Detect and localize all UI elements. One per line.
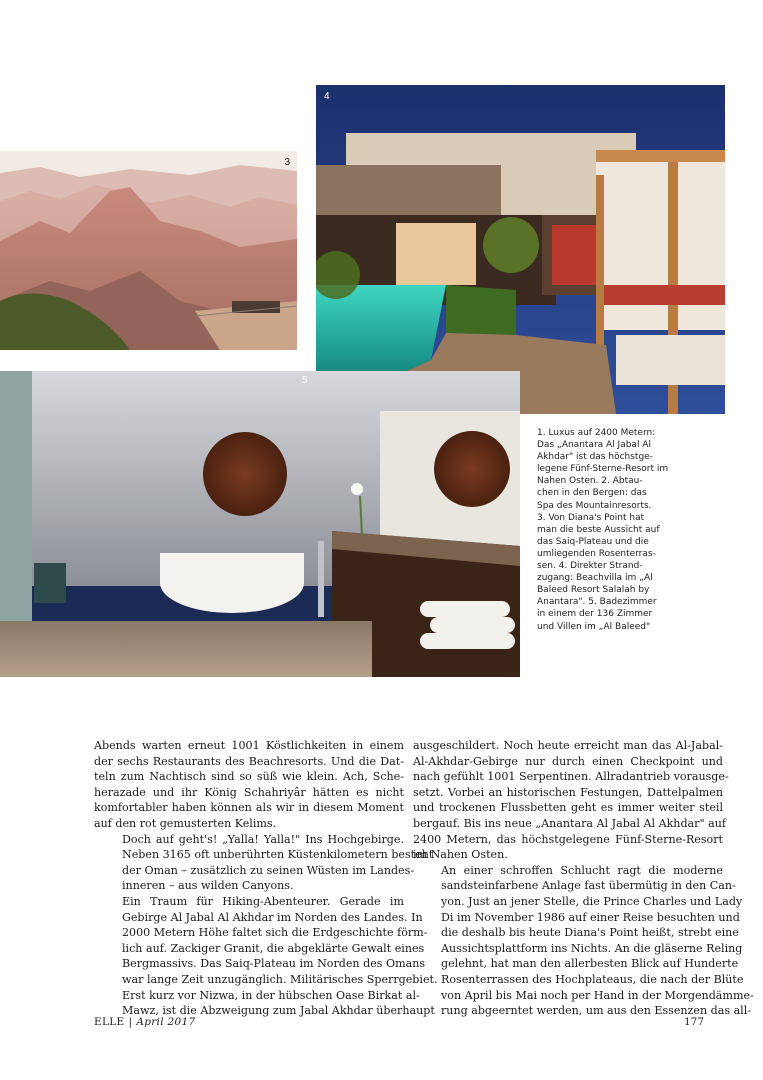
article-line: Abends warten erneut 1001 Köstlichkeiten in einem: [94, 739, 404, 752]
caption-line: umliegenden Rosenterras-: [537, 548, 656, 559]
caption-line: chen in den Bergen: das: [537, 488, 647, 499]
article-line: Bergmassivs. Das Saiq-Plateau im Norden des Omans: [122, 957, 426, 971]
photo-mountains-diana-point: [0, 151, 297, 350]
article-line: sandsteinfarbene Anlage fast übermütig in den Can-: [441, 879, 736, 893]
article-line: Erst kurz vor Nizwa, in der hübschen Oase Birkat al-: [122, 988, 420, 1002]
article-line: Di im November 1986 auf einer Reise besuchten und: [441, 910, 740, 924]
article-line: Al-Akhdar-Gebirge nur durch einen Checkpoint und: [413, 754, 723, 768]
article-line: bergauf. Bis ins neue „Anantara Al Jabal Al Akhdar" auf: [413, 816, 726, 830]
article-line: nach gefühlt 1001 Serpentinen. Allradantrieb vorausge-: [413, 770, 729, 784]
article-line: von April bis Mai noch per Hand in der Morgendämme-: [441, 988, 754, 1002]
article-line: lich auf. Zackiger Granit, die abgeklärte Gewalt eines: [122, 941, 425, 955]
article-line: 2400 Metern, das höchstgelegene Fünf-Sterne-Resort: [413, 832, 723, 846]
article-line: yon. Just an jener Stelle, die Prince Charles und Lady: [441, 894, 743, 908]
article-line: komfortabler haben können als wir in diesem Moment: [94, 801, 404, 815]
issue-date: April 2017: [136, 1016, 196, 1028]
article-line: Neben 3165 oft unberührten Küstenkilometern besteht: [122, 848, 434, 862]
article-paragraph: [94, 832, 434, 894]
article-line: Mawz, ist die Abzweigung zum Jabal Akhdar überhaupt: [122, 1004, 435, 1018]
page-number: 177: [684, 1016, 705, 1028]
photo-beach-villa-al-baleed: [316, 85, 725, 414]
article-line: ausgeschildert. Noch heute erreicht man das Al-Jabal-: [413, 739, 723, 752]
caption-line: zugang: Beachvilla im „Al: [537, 573, 653, 584]
article-line: inneren – aus wilden Canyons.: [122, 879, 294, 893]
caption-line: und Villen im „Al Baleed": [537, 621, 651, 632]
caption-line: Anantara". 5. Badezimmer: [537, 597, 657, 608]
article-column-left: [94, 738, 438, 1019]
caption-line: Nahen Osten. 2. Abtau-: [537, 476, 643, 487]
photo-captions: [537, 427, 733, 633]
bathroom-illustration: [0, 371, 520, 677]
caption-line: Baleed Resort Salalah by: [537, 585, 650, 596]
article-line: teln zum Nachtisch sind so süß wie klein. Ach, Sche-: [94, 770, 404, 784]
article-line: der Oman – zusätzlich zu seinen Wüsten im Landes-: [122, 863, 415, 877]
article-paragraph: [413, 738, 729, 863]
article-line: Gebirge Al Jabal Al Akhdar im Norden des Landes. In: [122, 910, 423, 924]
article-line: Rosenterrassen des Hochplateaus, die nach der Blüte: [441, 972, 744, 986]
article-line: Aussichtsplattform ins Nichts. An die gläserne Reling: [441, 941, 743, 955]
mountains-illustration: [0, 151, 297, 350]
caption-line: Das „Anantara Al Jabal Al: [537, 440, 651, 451]
caption-line: sen. 4. Direkter Strand-: [537, 561, 643, 572]
caption-line: Spa des Mountainresorts.: [537, 500, 652, 511]
article-line: herazade und ihr König Schahriyâr hätten es nicht: [94, 785, 404, 799]
article-line: setzt. Vorbei an historischen Festungen, Dattelpalmen: [413, 785, 723, 799]
caption-line: das Saiq-Plateau und die: [537, 536, 649, 547]
article-line: die deshalb bis heute Diana's Point heißt, strebt eine: [441, 926, 739, 940]
magazine-name: ELLE: [94, 1016, 125, 1028]
article-paragraph: [94, 738, 404, 832]
caption-line: legene Fünf-Sterne-Resort im: [537, 464, 669, 475]
article-line: Ein Traum für Hiking-Abenteurer. Gerade im: [122, 894, 404, 908]
footer-folio: [94, 1016, 195, 1028]
article-line: und trockenen Flussbetten geht es immer weiter steil: [413, 801, 723, 815]
caption-line: man die beste Aussicht auf: [537, 524, 660, 535]
villa-illustration: [316, 85, 725, 414]
article-line: An einer schroffen Schlucht ragt die moderne: [441, 863, 723, 877]
caption-line: in einem der 136 Zimmer: [537, 609, 653, 620]
article-line: 2000 Metern Höhe faltet sich die Erdgeschichte förm-: [122, 926, 428, 940]
caption-line: Akhdar" ist das höchstge-: [537, 452, 653, 463]
photo-number-4: 4: [324, 91, 330, 102]
article-line: gelehnt, hat man den allerbesten Blick auf Hunderte: [441, 957, 739, 971]
photo-bathroom-al-baleed: [0, 371, 520, 677]
article-line: im Nahen Osten.: [413, 848, 508, 862]
article-line: der sechs Restaurants des Beachresorts. Und die Dat-: [94, 754, 404, 768]
article-line: auf den rot gemusterten Kelims.: [94, 816, 277, 830]
article-column-right: [413, 738, 754, 1019]
article-line: war lange Zeit unzugänglich. Militärisches Sperrgebiet.: [122, 972, 438, 986]
article-paragraph: [94, 894, 438, 1019]
caption-line: 1. Luxus auf 2400 Metern:: [537, 428, 656, 438]
article-paragraph: [413, 863, 754, 1019]
photo-number-5: 5: [302, 375, 308, 386]
caption-line: 3. Von Diana's Point hat: [537, 512, 645, 523]
article-line: Doch auf geht's! „Yalla! Yalla!" Ins Hochgebirge.: [122, 832, 404, 846]
photo-number-3: 3: [284, 157, 290, 168]
folio-separator: |: [128, 1016, 133, 1028]
article-line: rung abgeerntet werden, um aus den Essenzen das all-: [441, 1004, 752, 1018]
